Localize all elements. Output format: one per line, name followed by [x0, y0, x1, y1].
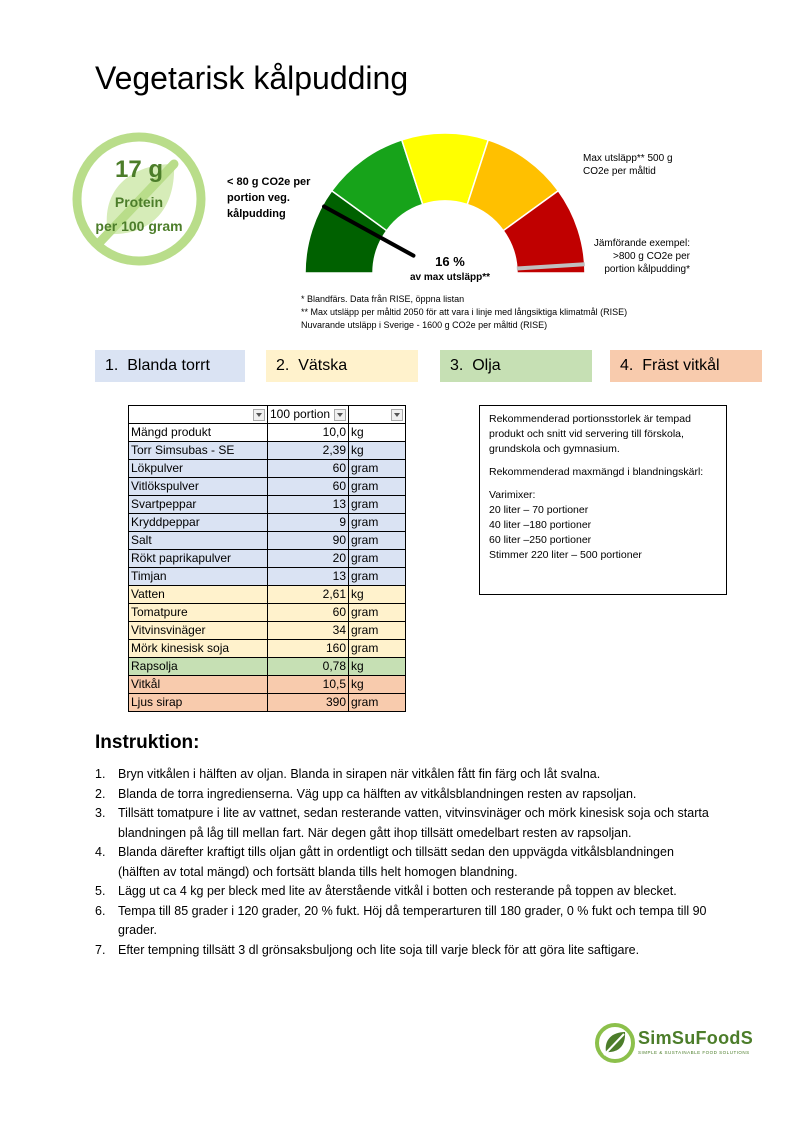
ingredient-quantity: 13: [268, 568, 349, 586]
portion-info-box: [479, 405, 727, 595]
ingredient-quantity: 390: [268, 694, 349, 712]
logo-tagline: SIMPLE & SUSTAINABLE FOOD SOLUTIONS: [638, 1050, 750, 1055]
ingredient-unit: gram: [349, 514, 406, 532]
column-filter-qty[interactable]: [268, 406, 349, 424]
ingredient-unit: gram: [349, 550, 406, 568]
ingredient-unit: gram: [349, 496, 406, 514]
step-blanda-torrt: [95, 350, 245, 382]
table-row: [129, 514, 406, 532]
step-number: 4.: [620, 357, 634, 374]
ingredient-quantity: 60: [268, 460, 349, 478]
protein-amount: 17 g: [114, 156, 164, 183]
leaf-logo-icon: [594, 1022, 636, 1064]
ingredient-unit: kg: [349, 424, 406, 442]
info-line: 20 liter – 70 portioner: [489, 504, 589, 516]
instruction-item: 1. Bryn vitkålen i hälften av oljan. Blanda in sirapen när vitkålen fått fin färg och låt svalna.: [95, 767, 601, 781]
ingredient-quantity: 2,61: [268, 586, 349, 604]
ingredient-unit: gram: [349, 532, 406, 550]
ingredients-table: [128, 405, 406, 712]
gauge-left-label: < 80 g CO2e per portion veg. kålpudding: [227, 176, 311, 220]
ingredient-name: Kryddpeppar: [129, 514, 268, 532]
ingredient-name: Torr Simsubas - SE: [129, 442, 268, 460]
table-row: [129, 550, 406, 568]
ingredient-quantity: 10,5: [268, 676, 349, 694]
instruction-text: Blanda därefter kraftigt tills oljan gått in ordentligt och tillsätt sedan den uppvägda vitkålsblandningen (hälften av total mängd) och fortsätt blanda tills helt homogen blandning.: [118, 845, 674, 879]
ingredient-unit: gram: [349, 694, 406, 712]
info-line: Stimmer 220 liter – 500 portioner: [489, 549, 642, 561]
footnote: Nuvarande utsläpp i Sverige - 1600 g CO2e per måltid (RISE): [301, 320, 548, 330]
table-row: [129, 676, 406, 694]
step-label: Olja: [472, 357, 501, 374]
ingredient-name: Tomatpure: [129, 604, 268, 622]
table-row: [129, 568, 406, 586]
step-frast-vitkal: [610, 350, 762, 382]
ingredient-quantity: 160: [268, 640, 349, 658]
instruction-item: 5. Lägg ut ca 4 kg per bleck med lite av återstående vitkål i botten och resterande på toppen av blecket.: [95, 884, 677, 898]
table-row: [129, 694, 406, 712]
ingredient-quantity: 2,39: [268, 442, 349, 460]
ingredient-quantity: 20: [268, 550, 349, 568]
ingredient-quantity: 9: [268, 514, 349, 532]
gauge-percent-sub: av max utsläpp**: [409, 272, 491, 283]
page-title: Vegetarisk kålpudding: [95, 60, 409, 96]
step-vatska: [266, 350, 418, 382]
ingredient-unit: kg: [349, 676, 406, 694]
ingredient-name: Vatten: [129, 586, 268, 604]
ingredient-name: Vitvinsvinäger: [129, 622, 268, 640]
gauge-comparison-label: Jämförande exempel: >800 g CO2e per portion kålpudding*: [593, 238, 690, 275]
column-filter-unit[interactable]: [349, 406, 406, 424]
ingredient-name: Ljus sirap: [129, 694, 268, 712]
ingredient-name: Rapsolja: [129, 658, 268, 676]
ingredient-name: Mängd produkt: [129, 424, 268, 442]
step-label: Vätska: [298, 357, 348, 374]
table-header-row: [129, 406, 406, 424]
ingredient-quantity: 13: [268, 496, 349, 514]
info-portion-size: Rekommenderad portionsstorlek är tempad produkt och snitt vid servering till förskola, grundskola och gymnasium.: [489, 413, 691, 455]
table-row: [129, 496, 406, 514]
instruction-text: Blanda de torra ingredienserna. Väg upp ca hälften av vitkålsblandningen resten av rapsoljan.: [118, 786, 637, 801]
ingredient-quantity: 10,0: [268, 424, 349, 442]
footnotes: [301, 293, 627, 332]
ingredient-unit: gram: [349, 460, 406, 478]
ingredient-quantity: 34: [268, 622, 349, 640]
info-line: Varimixer:: [489, 489, 536, 501]
instruction-item: 7. Efter tempning tillsätt 3 dl grönsaksbuljong och lite soja till varje bleck för att göra lite saftigare.: [95, 942, 640, 957]
dropdown-arrow-icon[interactable]: [253, 409, 265, 421]
instruction-item: 3. Tillsätt tomatpure i lite av vattnet, sedan resterande vatten, vitvinsvinäger och mörk kinesisk soja och starta blandningen på låg till mellan fart. När degen gått ihop tillsätt omedelbart resten av rapsoljan.: [95, 806, 709, 840]
ingredient-name: Rökt paprikapulver: [129, 550, 268, 568]
dropdown-arrow-icon[interactable]: [334, 409, 346, 421]
ingredient-quantity: 90: [268, 532, 349, 550]
instruction-text: Tempa till 85 grader i 120 grader, 20 % fukt. Höj då temperarturen till 180 grader, 0 % fukt och tempa till 90 grader.: [118, 903, 707, 937]
footnote: * Blandfärs. Data från RISE, öppna listan: [301, 294, 465, 304]
ingredient-quantity: 60: [268, 478, 349, 496]
gauge-percent: 16 %: [435, 254, 465, 269]
logo-name: SimSuFoodS: [638, 1028, 753, 1048]
column-header-portion: 100 portion: [270, 407, 331, 421]
ingredient-name: Mörk kinesisk soja: [129, 640, 268, 658]
ingredient-name: Timjan: [129, 568, 268, 586]
step-olja: [440, 350, 592, 382]
table-row: [129, 622, 406, 640]
step-number: 2.: [276, 357, 290, 374]
table-row: [129, 658, 406, 676]
ingredient-quantity: 0,78: [268, 658, 349, 676]
ingredient-unit: gram: [349, 604, 406, 622]
table-row: [129, 604, 406, 622]
ingredient-unit: gram: [349, 568, 406, 586]
instruction-item: 4. Blanda därefter kraftigt tills oljan gått in ordentligt och tillsätt sedan den uppvägda vitkålsblandningen (hälften av total mängd) och fortsätt blanda tills helt homogen blandning.: [95, 845, 674, 879]
step-label: Blanda torrt: [127, 357, 210, 374]
ingredient-name: Vitlökspulver: [129, 478, 268, 496]
instruction-text: Lägg ut ca 4 kg per bleck med lite av återstående vitkål i botten och resterande på toppen av blecket.: [118, 884, 677, 898]
instruction-item: 6. Tempa till 85 grader i 120 grader, 20 % fukt. Höj då temperarturen till 180 grader, 0 % fukt och tempa till 90 grader.: [95, 903, 707, 937]
dropdown-arrow-icon[interactable]: [391, 409, 403, 421]
ingredient-unit: gram: [349, 478, 406, 496]
gauge-max-label: Max utsläpp** 500 g CO2e per måltid: [583, 153, 673, 177]
step-number: 3.: [450, 357, 464, 374]
column-filter-name[interactable]: [129, 406, 268, 424]
ingredient-unit: gram: [349, 622, 406, 640]
ingredient-unit: kg: [349, 586, 406, 604]
footnote: ** Max utsläpp per måltid 2050 för att vara i linje med långsiktiga klimatmål (RISE): [301, 307, 628, 317]
table-row: [129, 586, 406, 604]
table-row: [129, 442, 406, 460]
protein-per-label: per 100 gram: [95, 218, 183, 234]
ingredient-name: Svartpeppar: [129, 496, 268, 514]
instruction-item: 2. Blanda de torra ingredienserna. Väg upp ca hälften av vitkålsblandningen resten av rapsoljan.: [95, 786, 637, 801]
info-line: 60 liter –250 portioner: [489, 534, 592, 546]
info-max-amount: Rekommenderad maxmängd i blandningskärl:: [489, 466, 704, 478]
ingredient-name: Vitkål: [129, 676, 268, 694]
ingredient-quantity: 60: [268, 604, 349, 622]
step-label: Fräst vitkål: [642, 357, 720, 374]
ingredient-unit: gram: [349, 640, 406, 658]
instructions-heading: Instruktion:: [95, 732, 200, 753]
instruction-text: Bryn vitkålen i hälften av oljan. Blanda in sirapen när vitkålen fått fin färg och låt svalna.: [118, 767, 601, 781]
instructions-list: [95, 765, 715, 960]
ingredient-unit: kg: [349, 442, 406, 460]
step-number: 1.: [105, 357, 119, 374]
table-row: [129, 640, 406, 658]
table-row: [129, 460, 406, 478]
ingredient-unit: kg: [349, 658, 406, 676]
ingredient-name: Lökpulver: [129, 460, 268, 478]
simsufoods-logo: [594, 1020, 764, 1068]
ingredient-name: Salt: [129, 532, 268, 550]
table-row: [129, 478, 406, 496]
protein-label: Protein: [114, 194, 164, 210]
table-row: [129, 532, 406, 550]
instruction-text: Tillsätt tomatpure i lite av vattnet, sedan resterande vatten, vitvinsvinäger och mörk kinesisk soja och starta blandningen på låg till mellan fart. När degen gått ihop tillsätt omedelbart resten av rapsoljan.: [118, 806, 709, 840]
table-row: [129, 424, 406, 442]
protein-badge: [70, 130, 208, 268]
instruction-text: Efter tempning tillsätt 3 dl grönsaksbuljong och lite soja till varje bleck för att göra lite saftigare.: [118, 942, 640, 957]
info-line: 40 liter –180 portioner: [489, 519, 592, 531]
